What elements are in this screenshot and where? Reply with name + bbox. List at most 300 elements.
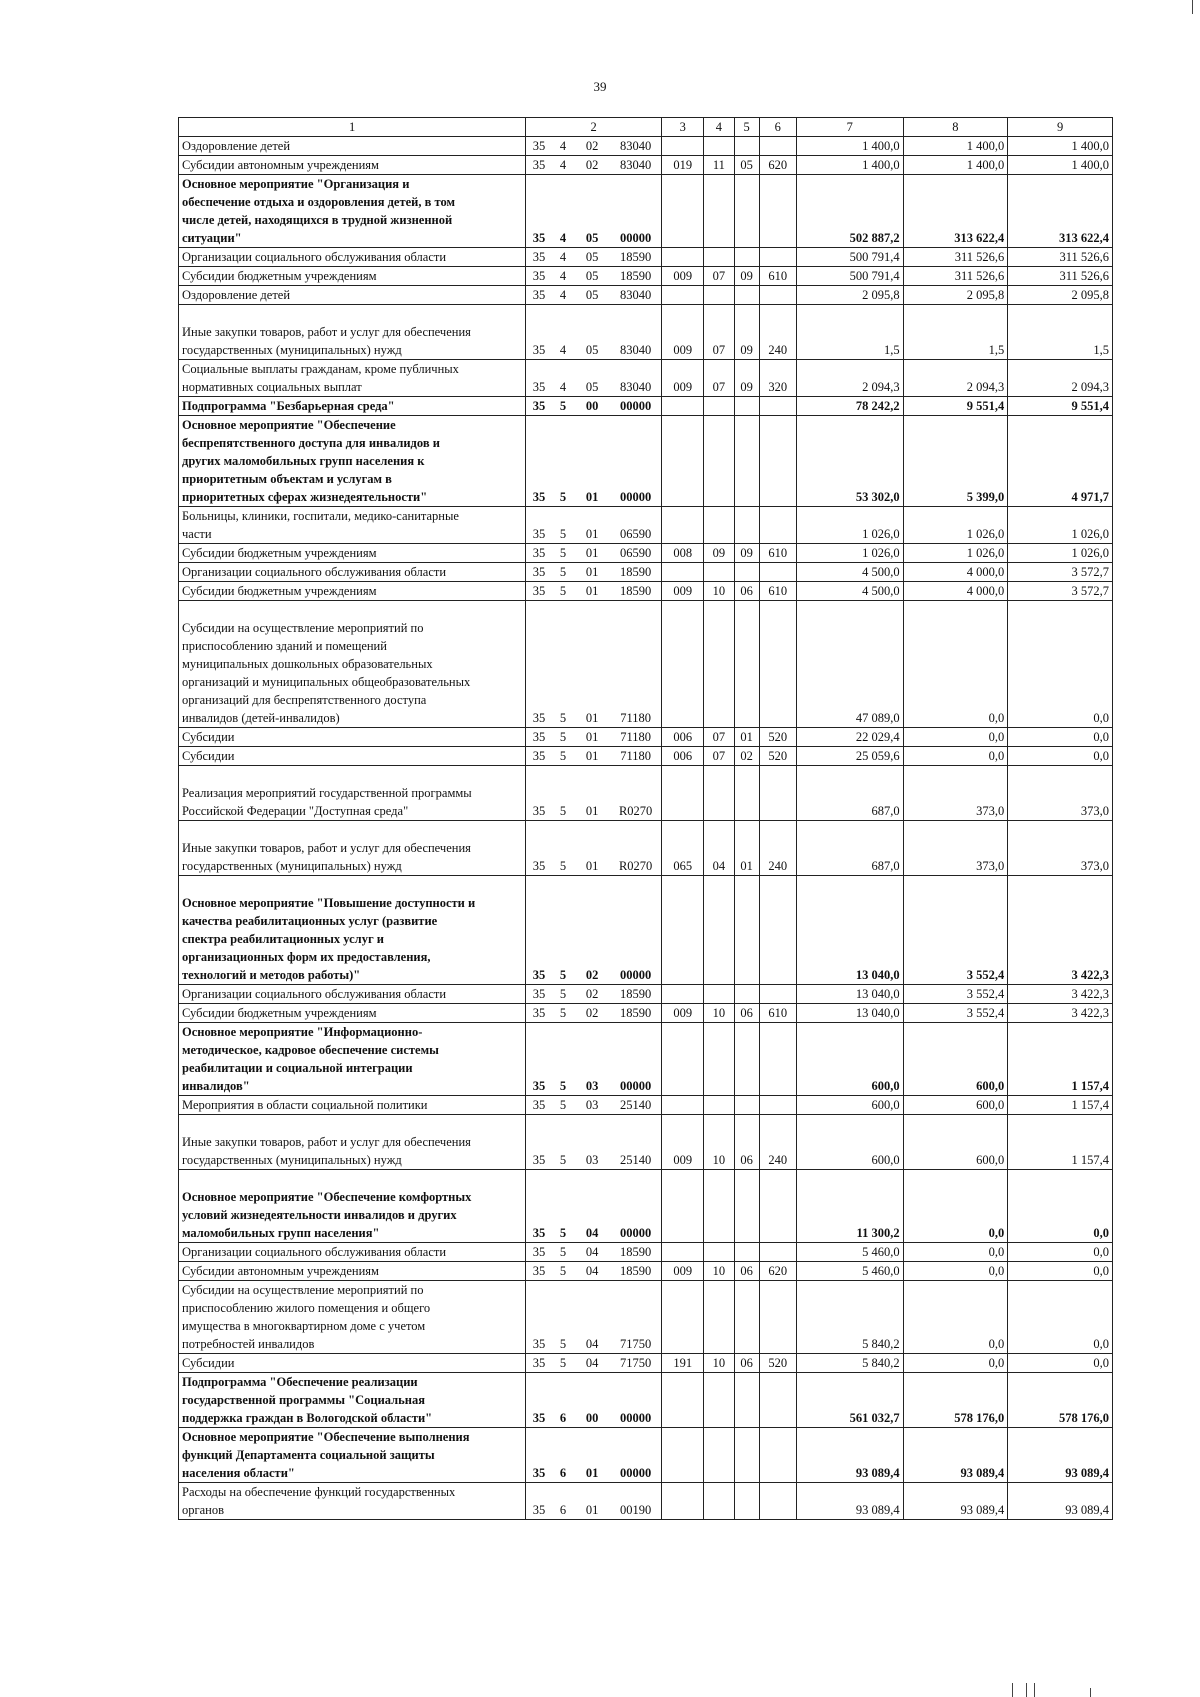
code-ministry: 009	[662, 1004, 704, 1023]
code-expense-type: 610	[759, 544, 796, 563]
table-row	[179, 821, 1113, 876]
code-expense-type: 240	[759, 1115, 796, 1170]
code-ministry: 009	[662, 267, 704, 286]
amount-col7: 5 840,2	[796, 1354, 903, 1373]
table-row	[179, 1281, 1113, 1354]
amount-col7: 600,0	[796, 1023, 903, 1096]
table-row	[179, 1170, 1113, 1243]
table-row	[179, 1023, 1113, 1096]
code-subprogram: 5	[552, 601, 574, 728]
code-program: 35	[526, 821, 552, 876]
column-header: 6	[759, 118, 796, 137]
code-program: 35	[526, 601, 552, 728]
code-section: 07	[704, 728, 734, 747]
code-subprogram: 5	[552, 1170, 574, 1243]
table-header-row	[179, 118, 1113, 137]
amount-col7: 500 791,4	[796, 248, 903, 267]
amount-col7: 5 460,0	[796, 1243, 903, 1262]
code-subsection	[734, 397, 759, 416]
code-subprogram: 5	[552, 821, 574, 876]
amount-col8: 1 400,0	[903, 137, 1008, 156]
amount-col7: 5 460,0	[796, 1262, 903, 1281]
code-subsection: 01	[734, 821, 759, 876]
code-expense-type	[759, 1023, 796, 1096]
code-subsection: 06	[734, 1262, 759, 1281]
code-activity: 02	[574, 876, 610, 985]
code-program: 35	[526, 747, 552, 766]
code-subprogram: 6	[552, 1428, 574, 1483]
amount-col7: 1 026,0	[796, 544, 903, 563]
code-subsection: 05	[734, 156, 759, 175]
code-activity: 04	[574, 1243, 610, 1262]
code-subsection: 09	[734, 360, 759, 397]
amount-col9: 0,0	[1008, 728, 1113, 747]
row-label: Основное мероприятие "Информационно- методическое, кадровое обеспечение системы реабилитации и социальной интеграции инвалидов"	[179, 1023, 526, 1096]
code-section: 07	[704, 305, 734, 360]
row-label: Субсидии бюджетным учреждениям	[179, 267, 526, 286]
amount-col8: 0,0	[903, 728, 1008, 747]
code-section	[704, 563, 734, 582]
code-activity: 04	[574, 1262, 610, 1281]
code-program: 35	[526, 1483, 552, 1520]
code-direction: 71750	[610, 1354, 661, 1373]
code-expense-type: 520	[759, 747, 796, 766]
row-label: Основное мероприятие "Обеспечение комфортных условий жизнедеятельности инвалидов и других маломобильных групп населения"	[179, 1170, 526, 1243]
amount-col8: 93 089,4	[903, 1483, 1008, 1520]
code-activity: 00	[574, 397, 610, 416]
amount-col7: 1 026,0	[796, 507, 903, 544]
code-program: 35	[526, 360, 552, 397]
code-expense-type: 610	[759, 1004, 796, 1023]
amount-col7: 78 242,2	[796, 397, 903, 416]
table-row	[179, 360, 1113, 397]
code-direction: 18590	[610, 1004, 661, 1023]
code-direction: 83040	[610, 156, 661, 175]
amount-col8: 0,0	[903, 1354, 1008, 1373]
amount-col8: 578 176,0	[903, 1373, 1008, 1428]
code-direction: 00000	[610, 397, 661, 416]
code-expense-type: 610	[759, 267, 796, 286]
row-label: Мероприятия в области социальной политики	[179, 1096, 526, 1115]
code-direction: 06590	[610, 507, 661, 544]
code-ministry	[662, 507, 704, 544]
amount-col7: 4 500,0	[796, 582, 903, 601]
amount-col7: 4 500,0	[796, 563, 903, 582]
code-section: 07	[704, 360, 734, 397]
code-section	[704, 1281, 734, 1354]
code-subsection	[734, 601, 759, 728]
amount-col7: 22 029,4	[796, 728, 903, 747]
code-program: 35	[526, 1243, 552, 1262]
code-expense-type	[759, 507, 796, 544]
code-direction: 83040	[610, 137, 661, 156]
row-label: Субсидии	[179, 1354, 526, 1373]
code-activity: 00	[574, 1373, 610, 1428]
code-activity: 04	[574, 1170, 610, 1243]
amount-col9: 373,0	[1008, 821, 1113, 876]
code-subsection	[734, 1243, 759, 1262]
code-ministry: 008	[662, 544, 704, 563]
amount-col7: 502 887,2	[796, 175, 903, 248]
code-expense-type	[759, 1243, 796, 1262]
amount-col7: 13 040,0	[796, 876, 903, 985]
code-subsection: 01	[734, 728, 759, 747]
code-section	[704, 416, 734, 507]
code-section: 09	[704, 544, 734, 563]
amount-col8: 3 552,4	[903, 985, 1008, 1004]
scan-artifact	[1026, 1683, 1027, 1697]
code-direction: 00190	[610, 1483, 661, 1520]
code-section	[704, 1023, 734, 1096]
code-section: 10	[704, 1354, 734, 1373]
amount-col8: 1 026,0	[903, 544, 1008, 563]
code-activity: 03	[574, 1115, 610, 1170]
row-label: Иные закупки товаров, работ и услуг для обеспечения государственных (муниципальных) нужд	[179, 821, 526, 876]
code-subsection: 06	[734, 1004, 759, 1023]
code-subprogram: 5	[552, 1023, 574, 1096]
amount-col9: 313 622,4	[1008, 175, 1113, 248]
code-expense-type	[759, 397, 796, 416]
code-subprogram: 5	[552, 507, 574, 544]
code-subprogram: 5	[552, 1262, 574, 1281]
table-row	[179, 137, 1113, 156]
amount-col8: 93 089,4	[903, 1428, 1008, 1483]
amount-col7: 2 094,3	[796, 360, 903, 397]
code-program: 35	[526, 728, 552, 747]
row-label: Субсидии бюджетным учреждениям	[179, 1004, 526, 1023]
code-activity: 02	[574, 137, 610, 156]
amount-col7: 687,0	[796, 766, 903, 821]
code-ministry: 019	[662, 156, 704, 175]
amount-col8: 2 094,3	[903, 360, 1008, 397]
amount-col7: 1 400,0	[796, 137, 903, 156]
amount-col7: 11 300,2	[796, 1170, 903, 1243]
code-expense-type: 320	[759, 360, 796, 397]
code-program: 35	[526, 175, 552, 248]
code-program: 35	[526, 1096, 552, 1115]
code-direction: 83040	[610, 305, 661, 360]
code-subprogram: 5	[552, 728, 574, 747]
code-section	[704, 1170, 734, 1243]
page-number: 39	[593, 79, 607, 94]
row-label: Оздоровление детей	[179, 286, 526, 305]
amount-col9: 3 572,7	[1008, 582, 1113, 601]
amount-col7: 47 089,0	[796, 601, 903, 728]
table-row	[179, 544, 1113, 563]
amount-col8: 0,0	[903, 1281, 1008, 1354]
code-subsection	[734, 1170, 759, 1243]
table-row	[179, 305, 1113, 360]
code-subsection	[734, 286, 759, 305]
table-row	[179, 1483, 1113, 1520]
code-activity: 01	[574, 582, 610, 601]
budget-table	[178, 117, 1113, 1520]
amount-col9: 1 157,4	[1008, 1115, 1113, 1170]
code-subsection	[734, 1483, 759, 1520]
amount-col7: 5 840,2	[796, 1281, 903, 1354]
code-ministry	[662, 286, 704, 305]
table-row	[179, 1373, 1113, 1428]
code-expense-type	[759, 1096, 796, 1115]
amount-col7: 600,0	[796, 1115, 903, 1170]
code-ministry: 009	[662, 582, 704, 601]
code-expense-type: 610	[759, 582, 796, 601]
code-ministry: 009	[662, 1115, 704, 1170]
code-activity: 01	[574, 1428, 610, 1483]
amount-col8: 1,5	[903, 305, 1008, 360]
code-subsection: 06	[734, 1354, 759, 1373]
code-ministry	[662, 766, 704, 821]
table-row	[179, 286, 1113, 305]
code-section	[704, 397, 734, 416]
amount-col7: 13 040,0	[796, 985, 903, 1004]
code-activity: 04	[574, 1354, 610, 1373]
code-ministry: 191	[662, 1354, 704, 1373]
amount-col9: 1 157,4	[1008, 1096, 1113, 1115]
code-subprogram: 4	[552, 360, 574, 397]
amount-col8: 600,0	[903, 1023, 1008, 1096]
column-header: 4	[704, 118, 734, 137]
row-label: Основное мероприятие "Обеспечение беспрепятственного доступа для инвалидов и других маломобильных групп населения к приоритетным объектам и услугам в приоритетных сферах жизнедеятельности"	[179, 416, 526, 507]
amount-col8: 0,0	[903, 747, 1008, 766]
code-subsection	[734, 563, 759, 582]
amount-col9: 2 094,3	[1008, 360, 1113, 397]
row-label: Субсидии автономным учреждениям	[179, 156, 526, 175]
row-label: Организации социального обслуживания области	[179, 248, 526, 267]
amount-col9: 311 526,6	[1008, 267, 1113, 286]
code-ministry	[662, 601, 704, 728]
code-activity: 05	[574, 248, 610, 267]
amount-col9: 1 026,0	[1008, 507, 1113, 544]
code-activity: 02	[574, 985, 610, 1004]
amount-col9: 0,0	[1008, 1354, 1113, 1373]
code-expense-type: 520	[759, 728, 796, 747]
amount-col7: 600,0	[796, 1096, 903, 1115]
code-direction: 71750	[610, 1281, 661, 1354]
code-ministry: 009	[662, 1262, 704, 1281]
code-activity: 01	[574, 601, 610, 728]
code-expense-type	[759, 248, 796, 267]
amount-col9: 93 089,4	[1008, 1428, 1113, 1483]
amount-col7: 2 095,8	[796, 286, 903, 305]
code-program: 35	[526, 766, 552, 821]
code-subprogram: 5	[552, 985, 574, 1004]
code-subsection	[734, 766, 759, 821]
code-expense-type: 620	[759, 156, 796, 175]
row-label: Больницы, клиники, госпитали, медико-санитарные части	[179, 507, 526, 544]
code-section	[704, 286, 734, 305]
code-ministry	[662, 137, 704, 156]
code-ministry: 065	[662, 821, 704, 876]
row-label: Субсидии автономным учреждениям	[179, 1262, 526, 1281]
code-program: 35	[526, 1004, 552, 1023]
table-row	[179, 175, 1113, 248]
table-row	[179, 876, 1113, 985]
code-expense-type: 240	[759, 305, 796, 360]
table-row	[179, 1004, 1113, 1023]
scan-artifact	[1090, 1688, 1091, 1697]
amount-col7: 1,5	[796, 305, 903, 360]
code-subsection	[734, 876, 759, 985]
code-ministry	[662, 248, 704, 267]
code-program: 35	[526, 507, 552, 544]
column-header: 3	[662, 118, 704, 137]
code-subsection	[734, 1096, 759, 1115]
code-subprogram: 4	[552, 137, 574, 156]
code-program: 35	[526, 1354, 552, 1373]
code-section: 10	[704, 1115, 734, 1170]
code-activity: 01	[574, 1483, 610, 1520]
code-subsection: 09	[734, 544, 759, 563]
amount-col9: 1 157,4	[1008, 1023, 1113, 1096]
code-program: 35	[526, 305, 552, 360]
scan-artifact	[1034, 1683, 1035, 1697]
code-section	[704, 766, 734, 821]
code-subsection	[734, 1373, 759, 1428]
code-ministry	[662, 175, 704, 248]
code-ministry	[662, 1483, 704, 1520]
code-direction: 00000	[610, 1170, 661, 1243]
amount-col8: 311 526,6	[903, 267, 1008, 286]
scan-artifact	[1012, 1683, 1013, 1697]
code-section	[704, 137, 734, 156]
code-ministry	[662, 1023, 704, 1096]
code-expense-type	[759, 286, 796, 305]
code-activity: 01	[574, 416, 610, 507]
code-expense-type: 620	[759, 1262, 796, 1281]
amount-col8: 313 622,4	[903, 175, 1008, 248]
table-row	[179, 766, 1113, 821]
code-program: 35	[526, 397, 552, 416]
code-program: 35	[526, 416, 552, 507]
table-row	[179, 747, 1113, 766]
code-expense-type	[759, 175, 796, 248]
code-direction: 00000	[610, 1428, 661, 1483]
code-activity: 01	[574, 507, 610, 544]
amount-col7: 53 302,0	[796, 416, 903, 507]
code-activity: 01	[574, 728, 610, 747]
amount-col8: 2 095,8	[903, 286, 1008, 305]
table-row	[179, 507, 1113, 544]
row-label: Основное мероприятие "Обеспечение выполнения функций Департамента социальной защиты населения области"	[179, 1428, 526, 1483]
code-program: 35	[526, 544, 552, 563]
code-subprogram: 5	[552, 582, 574, 601]
code-section: 04	[704, 821, 734, 876]
column-header: 5	[734, 118, 759, 137]
code-section	[704, 175, 734, 248]
code-ministry	[662, 876, 704, 985]
code-expense-type	[759, 1428, 796, 1483]
code-activity: 01	[574, 544, 610, 563]
row-label: Расходы на обеспечение функций государственных органов	[179, 1483, 526, 1520]
amount-col8: 5 399,0	[903, 416, 1008, 507]
code-subsection	[734, 137, 759, 156]
code-expense-type	[759, 416, 796, 507]
code-subprogram: 6	[552, 1483, 574, 1520]
code-subsection	[734, 985, 759, 1004]
code-section: 10	[704, 582, 734, 601]
amount-col9: 373,0	[1008, 766, 1113, 821]
amount-col8: 9 551,4	[903, 397, 1008, 416]
code-subsection: 06	[734, 1115, 759, 1170]
amount-col8: 0,0	[903, 1262, 1008, 1281]
table-row	[179, 1428, 1113, 1483]
code-subsection: 09	[734, 305, 759, 360]
code-activity: 03	[574, 1023, 610, 1096]
code-program: 35	[526, 1170, 552, 1243]
code-activity: 05	[574, 175, 610, 248]
code-subsection	[734, 1428, 759, 1483]
code-section	[704, 507, 734, 544]
table-row	[179, 248, 1113, 267]
code-program: 35	[526, 286, 552, 305]
amount-col9: 1 026,0	[1008, 544, 1113, 563]
amount-col8: 600,0	[903, 1115, 1008, 1170]
row-label: Подпрограмма "Обеспечение реализации государственной программы "Социальная поддержка граждан в Вологодской области"	[179, 1373, 526, 1428]
code-expense-type	[759, 876, 796, 985]
code-expense-type	[759, 601, 796, 728]
row-label: Подпрограмма "Безбарьерная среда"	[179, 397, 526, 416]
code-expense-type: 520	[759, 1354, 796, 1373]
amount-col8: 311 526,6	[903, 248, 1008, 267]
code-direction: 18590	[610, 1243, 661, 1262]
amount-col9: 3 422,3	[1008, 985, 1113, 1004]
table-row	[179, 728, 1113, 747]
table-row	[179, 1096, 1113, 1115]
code-section	[704, 601, 734, 728]
amount-col7: 13 040,0	[796, 1004, 903, 1023]
code-subsection: 06	[734, 582, 759, 601]
code-direction: 18590	[610, 248, 661, 267]
code-activity: 05	[574, 360, 610, 397]
code-subprogram: 5	[552, 416, 574, 507]
amount-col9: 0,0	[1008, 1243, 1113, 1262]
amount-col7: 1 400,0	[796, 156, 903, 175]
code-activity: 05	[574, 286, 610, 305]
amount-col9: 1,5	[1008, 305, 1113, 360]
code-direction: 00000	[610, 416, 661, 507]
table-row	[179, 1243, 1113, 1262]
code-ministry: 009	[662, 305, 704, 360]
code-expense-type	[759, 563, 796, 582]
amount-col8: 3 552,4	[903, 876, 1008, 985]
code-direction: 18590	[610, 582, 661, 601]
code-section	[704, 1428, 734, 1483]
code-subprogram: 5	[552, 544, 574, 563]
amount-col9: 9 551,4	[1008, 397, 1113, 416]
row-label: Субсидии на осуществление мероприятий по приспособлению зданий и помещений муниципальных дошкольных образовательных организаций и муниципальных общеобразовательных организаций для беспрепятственного доступа инвалидов (детей-инвалидов)	[179, 601, 526, 728]
code-subsection: 02	[734, 747, 759, 766]
code-ministry	[662, 1373, 704, 1428]
code-program: 35	[526, 876, 552, 985]
amount-col7: 25 059,6	[796, 747, 903, 766]
table-row	[179, 267, 1113, 286]
code-direction: 71180	[610, 601, 661, 728]
code-program: 35	[526, 156, 552, 175]
code-subprogram: 5	[552, 397, 574, 416]
code-ministry	[662, 1281, 704, 1354]
amount-col9: 3 572,7	[1008, 563, 1113, 582]
amount-col8: 373,0	[903, 766, 1008, 821]
code-subprogram: 4	[552, 248, 574, 267]
code-subprogram: 5	[552, 766, 574, 821]
code-subsection	[734, 1281, 759, 1354]
table-row	[179, 1354, 1113, 1373]
row-label: Иные закупки товаров, работ и услуг для обеспечения государственных (муниципальных) нужд	[179, 1115, 526, 1170]
code-direction: 71180	[610, 728, 661, 747]
code-section: 07	[704, 747, 734, 766]
code-program: 35	[526, 985, 552, 1004]
